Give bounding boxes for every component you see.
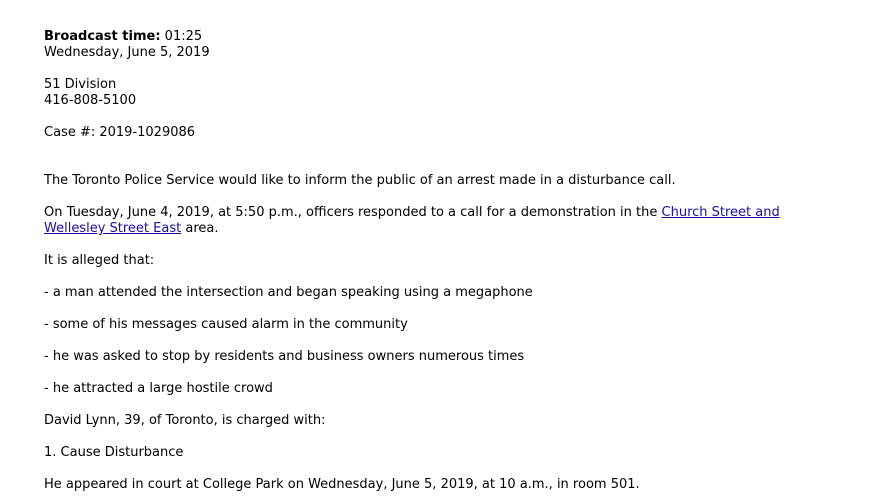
charged-line: David Lynn, 39, of Toronto, is charged with: — [44, 413, 326, 428]
allegation-item: - he was asked to stop by residents and business owners numerous times — [44, 349, 525, 364]
allegation-item: - he attracted a large hostile crowd — [44, 381, 273, 396]
allegation-item: - a man attended the intersection and began speaking using a megaphone — [44, 285, 533, 300]
division-name: 51 Division — [44, 77, 117, 92]
incident-text-before-link: On Tuesday, June 4, 2019, at 5:50 p.m., officers responded to a call for a demonstration in the — [44, 205, 662, 220]
case-number: Case #: 2019-1029086 — [44, 125, 196, 140]
alleged-heading: It is alleged that: — [44, 253, 155, 268]
broadcast-time-line — [44, 29, 844, 45]
news-release-body — [44, 29, 844, 493]
broadcast-time-label: Broadcast time: — [44, 29, 161, 44]
allegation-item: - some of his messages caused alarm in the community — [44, 317, 408, 332]
incident-paragraph — [44, 205, 844, 237]
broadcast-date: Wednesday, June 5, 2019 — [44, 45, 210, 60]
court-appearance-line: He appeared in court at College Park on Wednesday, June 5, 2019, at 10 a.m., in room 501. — [44, 477, 640, 492]
charge-item: 1. Cause Disturbance — [44, 445, 184, 460]
intro-paragraph: The Toronto Police Service would like to inform the public of an arrest made in a disturbance call. — [44, 173, 676, 188]
location-link-part1[interactable]: Church Street and — [661, 205, 780, 220]
location-link-part2[interactable]: Wellesley Street East — [44, 221, 182, 236]
division-phone: 416-808-5100 — [44, 93, 137, 108]
broadcast-time-value: 01:25 — [164, 29, 203, 44]
incident-text-after-link: area. — [181, 221, 219, 236]
